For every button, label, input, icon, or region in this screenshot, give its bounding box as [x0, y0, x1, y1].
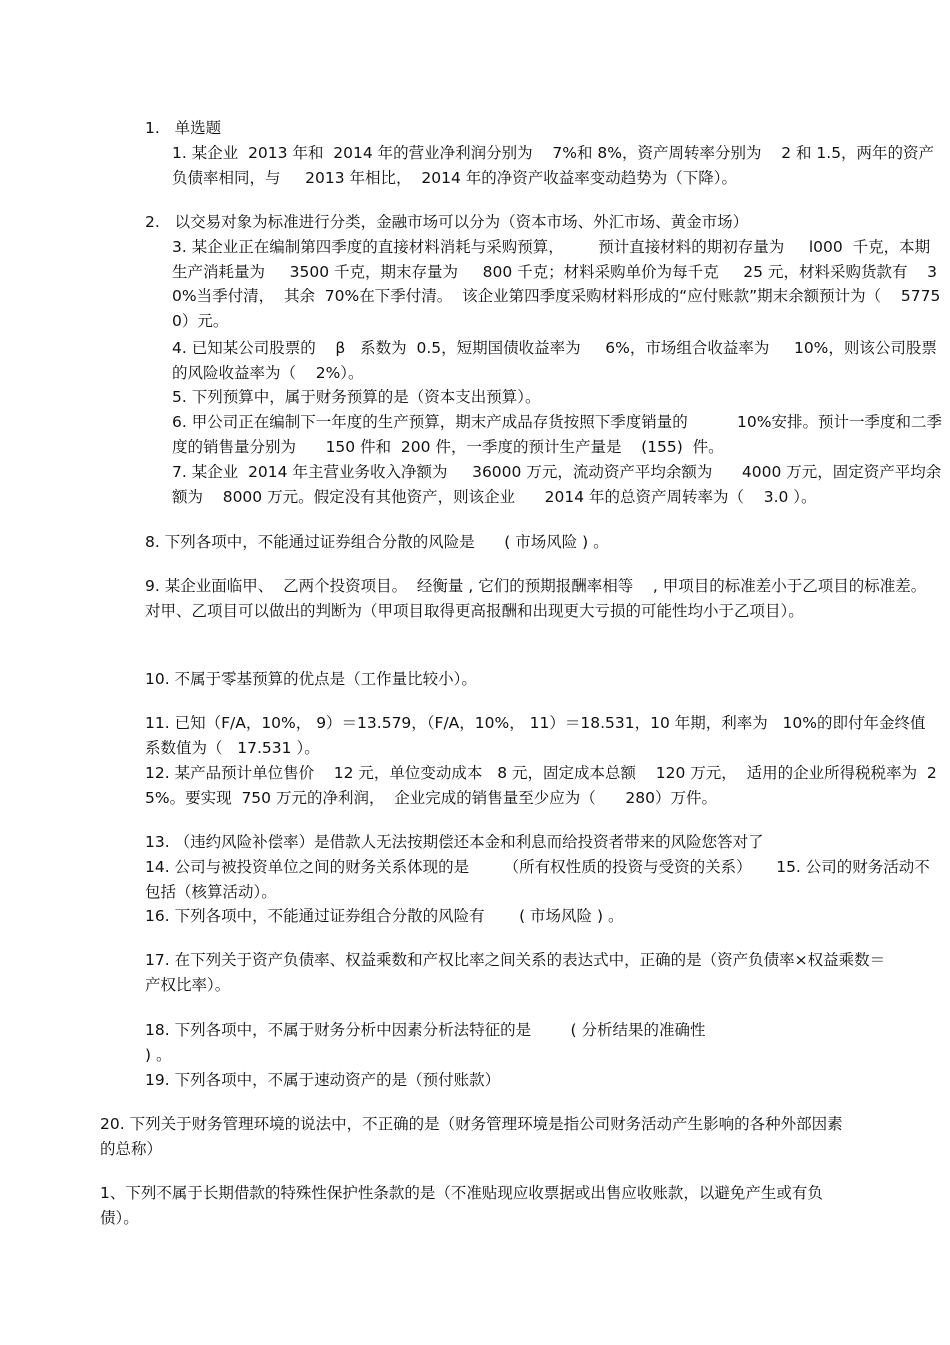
question-20: 20. 下列关于财务管理环境的说法中，不正确的是（财务管理环境是指公司财务活动产生影响的各种外部因素的总称）: [100, 1115, 843, 1158]
extra-question-1: 1、下列不属于长期借款的特殊性保护性条款的是（不准贴现应收票据或出售应收账款，以避免产生或有负债）。: [100, 1184, 823, 1227]
question-19: 19. 下列各项中，不属于速动资产的是（预付账款）: [145, 1071, 501, 1089]
question-6: 6. 甲公司正在编制下一年度的生产预算，期末产成品存货按照下季度销量的 10%安排。预计一季度和二季度的销售量分别为 150 件和 200 件，一季度的预计生产量是 (155) 件。: [172, 413, 942, 456]
section-title: 1. 单选题: [145, 119, 222, 137]
question-7: 7. 某企业 2014 年主营业务收入净额为 36000 万元，流动资产平均余额为 4000 万元，固定资产平均余额为 8000 万元。假定没有其他资产，则该企业 2014 年的总资产周转率为（ 3.0 ）。: [172, 463, 942, 506]
question-17: 17. 在下列关于资产负债率、权益乘数和产权比率之间关系的表达式中，正确的是（资产负债率×权益乘数＝产权比率）。: [145, 951, 886, 994]
question-1: 1. 某企业 2013 年和 2014 年的营业净利润分别为 7%和 8%，资产周转率分别为 2 和 1.5，两年的资产负债率相同，与 2013 年相比， 2014 年的净资产收益率变动趋势为（下降）。: [172, 144, 935, 187]
question-18: 18. 下列各项中，不属于财务分析中因素分析法特征的是 ( 分析结果的准确性 ) 。: [145, 1021, 706, 1064]
question-5: 5. 下列预算中，属于财务预算的是（资本支出预算）。: [172, 388, 541, 406]
question-16: 16. 下列各项中，不能通过证券组合分散的风险有 ( 市场风险 ) 。: [145, 907, 624, 925]
question-2: 2. 以交易对象为标准进行分类，金融市场可以分为（资本市场、外汇市场、黄金市场）: [145, 213, 749, 231]
question-14-15: 14. 公司与被投资单位之间的财务关系体现的是 （所有权性质的投资与受资的关系） 15. 公司的财务活动不包括（核算活动）。: [145, 858, 930, 901]
question-8: 8. 下列各项中，不能通过证券组合分散的风险是 ( 市场风险 ) 。: [145, 533, 609, 551]
question-3: 3. 某企业正在编制第四季度的直接材料消耗与采购预算， 预计直接材料的期初存量为 l000 千克，本期生产消耗量为 3500 千克，期末存量为 800 千克；材料采购单价为每千克 25 元，材料采购货款有 30%当季付清， 其余 70%在下季付清。 该企业第四季度采购材料形成的“应付账款”期末余额预计为（ 57750）元。: [172, 238, 941, 330]
question-11: 11. 已知（F/A，10%， 9）＝13.579，（F/A，10%， 11）＝18.531，10 年期，利率为 10%的即付年金终值系数值为（ 17.531 ）。: [145, 714, 926, 757]
question-12: 12. 某产品预计单位售价 12 元，单位变动成本 8 元，固定成本总额 120 万元， 适用的企业所得税税率为 25%。要实现 750 万元的净利润， 企业完成的销售量至少应为（ 280）万件。: [145, 764, 937, 807]
question-4: 4. 已知某公司股票的 β 系数为 0.5，短期国债收益率为 6%，市场组合收益率为 10%，则该公司股票的风险收益率为（ 2%）。: [172, 339, 937, 382]
question-13: 13. （违约风险补偿率）是借款人无法按期偿还本金和利息而给投资者带来的风险您答对了: [145, 833, 764, 851]
question-10: 10. 不属于零基预算的优点是（工作量比较小）。: [145, 670, 477, 688]
question-9: 9. 某企业面临甲、 乙两个投资项目。 经衡量 , 它们的预期报酬率相等 , 甲项目的标准差小于乙项目的标准差。对甲、乙项目可以做出的判断为（甲项目取得更高报酬和出现更大亏损的可能性均小于乙项目）。: [145, 577, 927, 620]
